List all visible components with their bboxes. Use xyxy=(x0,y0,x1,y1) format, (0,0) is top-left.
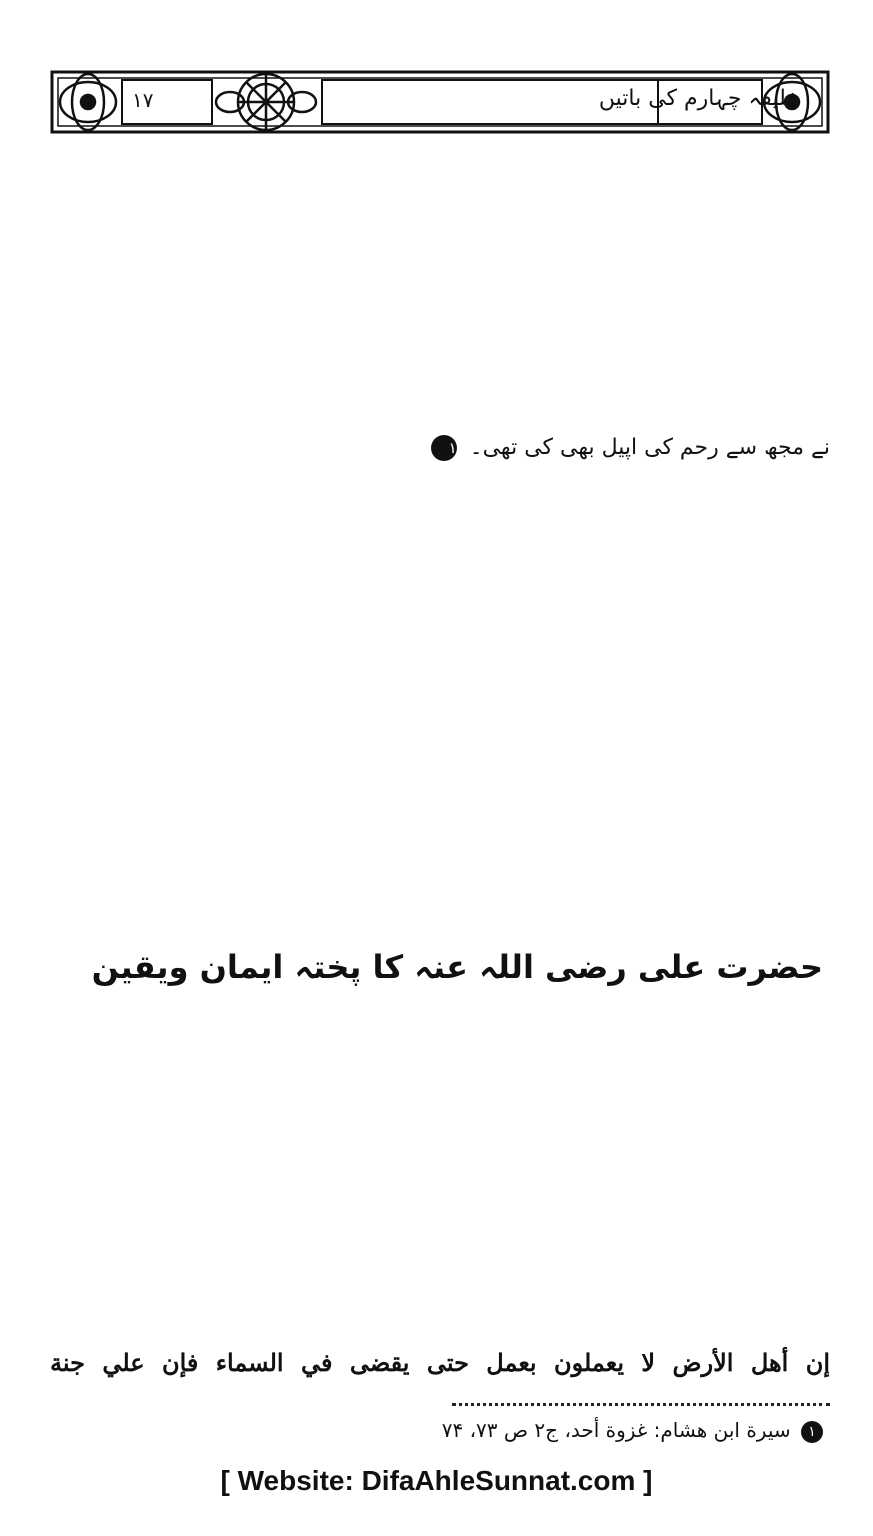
footnote-text: سیرة ابن هشام: غزوة أحد، ج۲ ص ۷۳، ۷۴ xyxy=(441,1418,791,1442)
page-header xyxy=(50,66,830,138)
footnote-marker: ۱ xyxy=(801,1421,823,1443)
knot-ornament-center xyxy=(216,74,316,130)
arabic-quote: إن أهل الأرض لا يعملون بعمل حتى يقضى في السماء فإن علي جنة xyxy=(50,1348,830,1377)
text-line-end: نے مجھ سے رحم کی اپیل بھی کی تھی۔ xyxy=(469,435,830,460)
running-title: خلیفہ چہارم کی باتیں xyxy=(598,86,800,111)
knot-ornament-left xyxy=(60,74,116,130)
page-number: ۱۷ xyxy=(132,88,154,112)
footnote-reference[interactable]: ۱ xyxy=(431,435,457,461)
text-line xyxy=(50,435,830,461)
section-heading: حضرت علی رضی اللہ عنہ کا پختہ ایمان ویقین xyxy=(91,948,823,986)
footnote-separator xyxy=(452,1403,830,1406)
footnote xyxy=(442,1418,823,1443)
website-banner: [ Website: DifaAhleSunnat.com ] xyxy=(220,1465,653,1496)
